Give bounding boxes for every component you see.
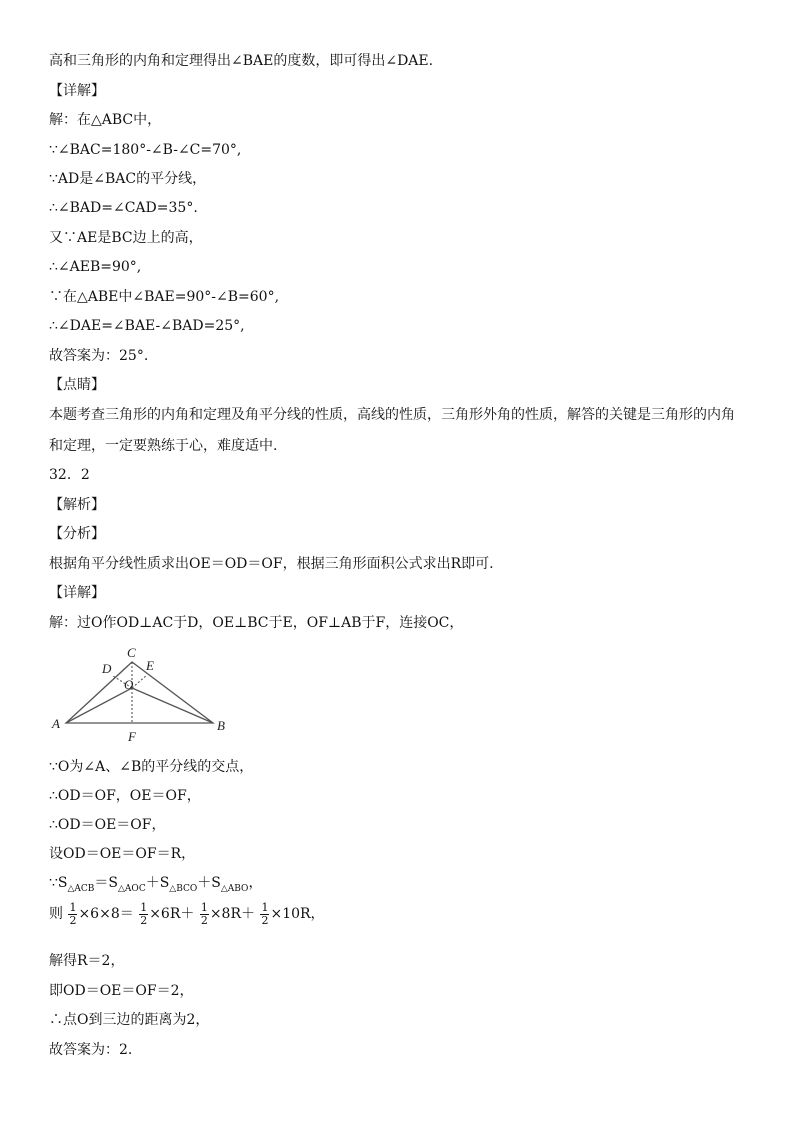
- label-c: C: [127, 645, 136, 660]
- text-line: 解：在△ABC中，: [49, 112, 162, 128]
- label-a: A: [52, 716, 60, 731]
- text-line: ∴点O到三边的距离为2，: [49, 1012, 210, 1028]
- section-heading: 【详解】: [49, 585, 105, 601]
- label-o: O: [124, 677, 134, 692]
- section-heading: 【点睛】: [49, 377, 105, 393]
- segment-oe: [132, 675, 147, 688]
- text-line: ∴OD＝OF，OE＝OF，: [49, 788, 201, 804]
- text-line: 故答案为：25°.: [49, 348, 149, 364]
- text-line: ∴OD＝OE＝OF，: [49, 817, 166, 833]
- text-line: ∵AD是∠BAC的平分线，: [49, 171, 207, 187]
- triangle-diagram: [50, 645, 230, 745]
- text-line: 本题考查三角形的内角和定理及角平分线的性质，高线的性质，三角形外角的性质，解答的关键是三角形的内角: [49, 407, 735, 423]
- text-line: ∵O为∠A、∠B的平分线的交点，: [49, 759, 254, 775]
- label-b: B: [217, 718, 225, 733]
- text-line: ∴∠BAD=∠CAD=35°.: [49, 200, 198, 216]
- text-line: 故答案为：2.: [49, 1042, 133, 1058]
- text-line: 即OD＝OE＝OF＝2，: [49, 983, 194, 999]
- text-line: ∴∠DAE=∠BAE-∠BAD=25°,: [49, 318, 245, 334]
- section-heading: 【详解】: [49, 83, 105, 99]
- text-line: ∵在△ABE中∠BAE=90°-∠B=60°,: [49, 289, 280, 305]
- question-number: 32．2: [49, 467, 90, 483]
- text-line: ∴∠AEB=90°,: [49, 259, 142, 275]
- area-equation: $\because S_{\triangle ACB}=S_{\triangle AOC}+S_{\triangle BCO}+S_{\triangle ABO}$，: [49, 875, 263, 894]
- label-d: D: [102, 661, 112, 676]
- fraction-half: $\frac{1}{2}$: [69, 900, 77, 927]
- text-line: 和定理，一定要熟练于心，难度适中.: [49, 438, 278, 454]
- fraction-half: $\frac{1}{2}$: [200, 900, 208, 927]
- fraction-half: $\frac{1}{2}$: [261, 900, 269, 927]
- label-f: F: [128, 729, 136, 744]
- fraction-half: $\frac{1}{2}$: [140, 900, 148, 927]
- calc-equation: 则 $\frac{1}{2}$ ×6×8＝ $\frac{1}{2}$ ×6R＋ $\frac{1}{2}$ ×8R＋ $\frac{1}{2}$ ×10R，: [49, 900, 325, 927]
- text-line: ∵∠BAC=180°-∠B-∠C=70°,: [49, 142, 242, 158]
- text-line: 设OD＝OE＝OF＝R，: [49, 846, 196, 862]
- text-line: 高和三角形的内角和定理得出∠BAE的度数，即可得出∠DAE.: [49, 53, 434, 69]
- text-line: 解得R＝2，: [49, 953, 125, 969]
- label-e: E: [146, 658, 154, 673]
- text-line: 解：过O作OD⊥AC于D，OE⊥BC于E，OF⊥AB于F，连接OC，: [49, 615, 464, 631]
- triangle-figure: [50, 645, 230, 745]
- text-line: 又∵AE是BC边上的高，: [49, 230, 203, 246]
- text-line: 根据角平分线性质求出OE＝OD＝OF，根据三角形面积公式求出R即可.: [49, 556, 494, 572]
- section-heading: 【解析】: [49, 497, 105, 513]
- section-heading: 【分析】: [49, 526, 105, 542]
